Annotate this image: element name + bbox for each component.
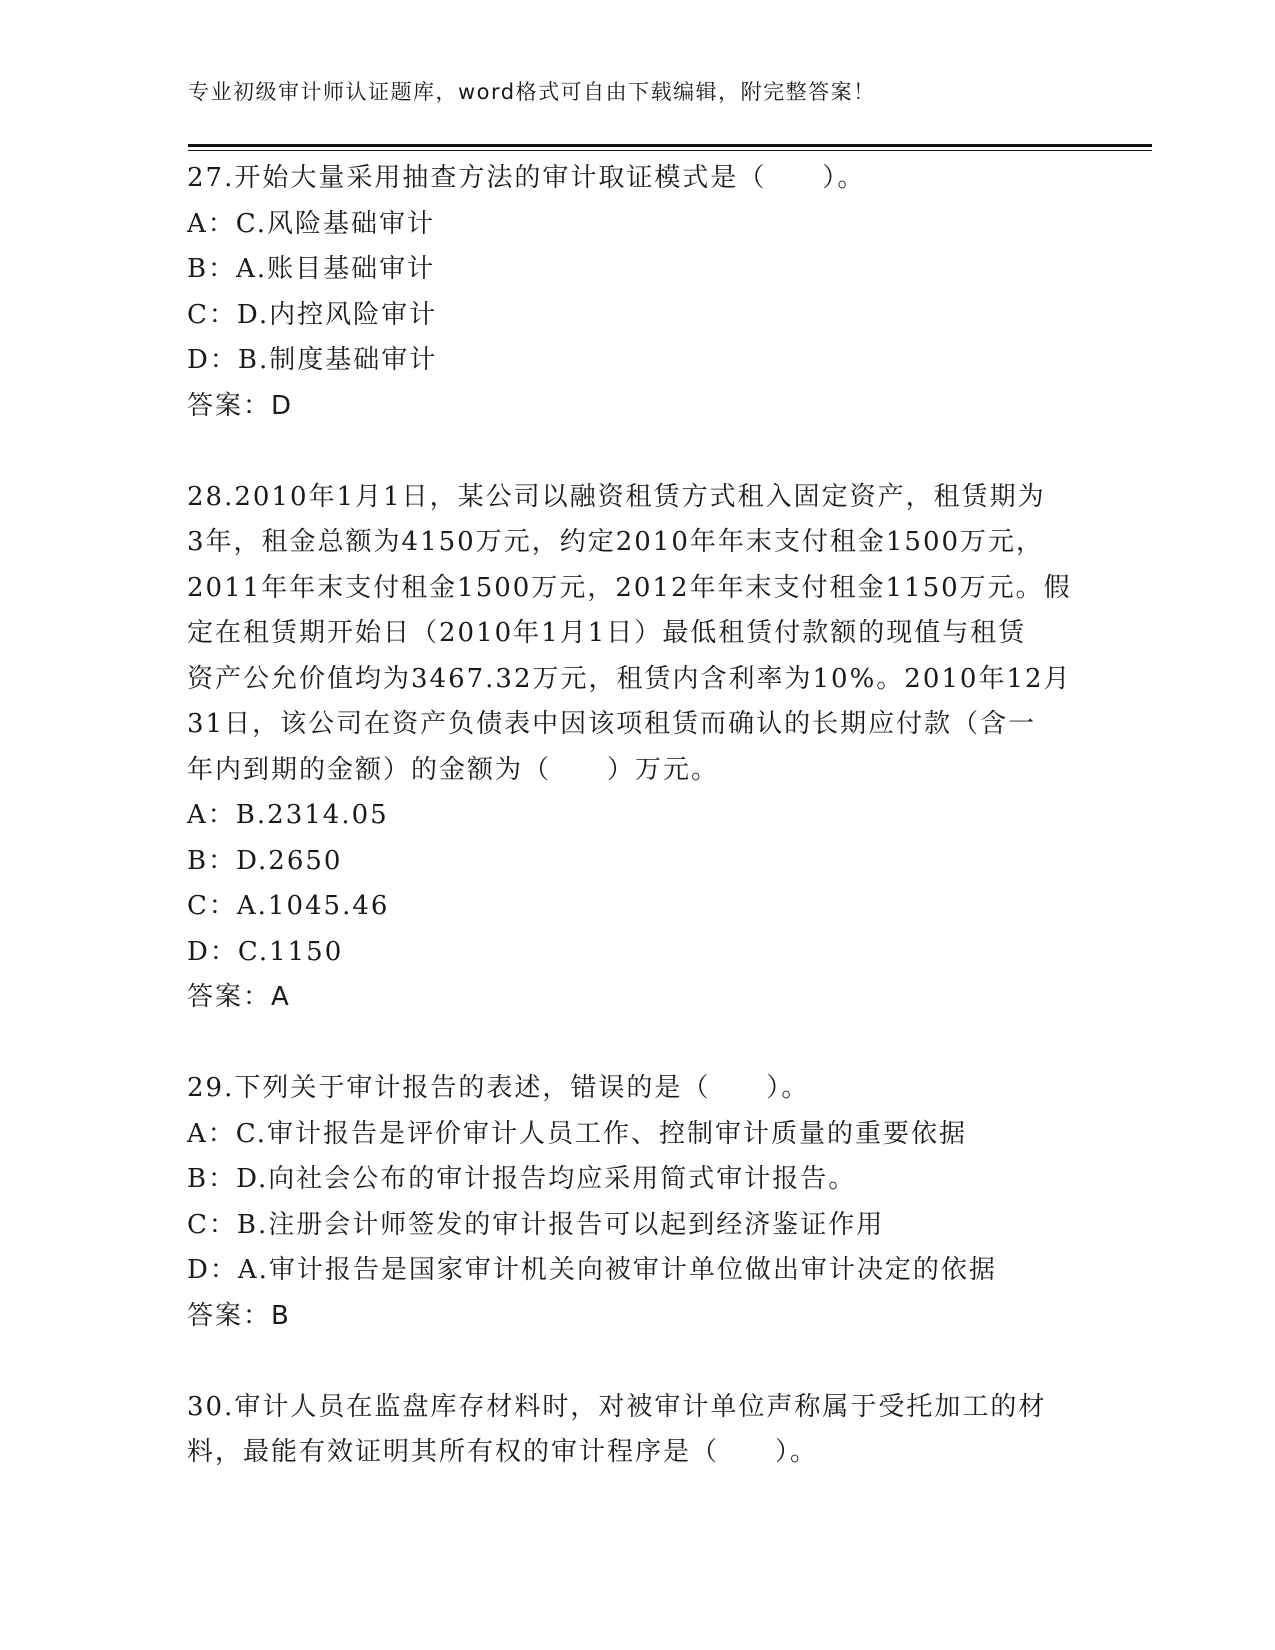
header-rule-thin [188, 150, 1152, 151]
option-c: C：D.内控风险审计 [187, 299, 438, 330]
option-b: B：D.向社会公布的审计报告均应采用简式审计报告。 [187, 1164, 857, 1194]
option-a: A：C.审计报告是评价审计人员工作、控制审计质量的重要依据 [187, 1118, 968, 1149]
question-stem-line: 年内到期的金额）的金额为（ ）万元。 [187, 754, 720, 785]
header-text: 专业初级审计师认证题库，word格式可自由下载编辑，附完整答案！ [188, 80, 876, 104]
option-b: B：D.2650 [187, 845, 343, 876]
option-b: B：A.账目基础审计 [187, 254, 436, 284]
question-stem-line: 3年，租金总额为4150万元，约定2010年年末支付租金1500万元， [187, 527, 1045, 557]
option-a: A：C.风险基础审计 [187, 208, 436, 239]
header-rule-thick [188, 144, 1152, 147]
question-stem-line: 料，最能有效证明其所有权的审计程序是（ ）。 [187, 1437, 819, 1467]
question-stem: 29.下列关于审计报告的表述，错误的是（ ）。 [187, 1073, 810, 1103]
option-c: C：A.1045.46 [187, 891, 390, 921]
question-stem-line: 31日，该公司在资产负债表中因该项租赁而确认的长期应付款（含一 [187, 709, 1037, 739]
answer-line: 答案：A [187, 982, 291, 1012]
option-d: D：B.制度基础审计 [187, 345, 438, 375]
answer-line: 答案：B [187, 1300, 291, 1331]
question-27 [187, 156, 1087, 429]
question-list [187, 156, 1087, 1521]
question-stem-line: 2011年年末支付租金1500万元，2012年年末支付租金1150万元。假 [187, 572, 1072, 603]
question-28 [187, 475, 1087, 1021]
question-stem-line: 28.2010年1月1日，某公司以融资租赁方式租入固定资产，租赁期为 [187, 481, 1046, 512]
question-stem-line: 资产公允价值均为3467.32万元，租赁内含利率为10%。2010年12月 [187, 663, 1072, 694]
option-c: C：B.注册会计师签发的审计报告可以起到经济鉴证作用 [187, 1209, 885, 1240]
question-stem-line: 定在租赁期开始日（2010年1月1日）最低租赁付款额的现值与租赁 [187, 618, 1027, 648]
question-stem: 27.开始大量采用抽查方法的审计取证模式是（ ）。 [187, 163, 866, 193]
question-stem-line: 30.审计人员在监盘库存材料时，对被审计单位声称属于受托加工的材 [187, 1391, 1047, 1422]
option-d: D：C.1150 [187, 936, 344, 967]
option-d: D：A.审计报告是国家审计机关向被审计单位做出审计决定的依据 [187, 1255, 997, 1285]
question-30 [187, 1385, 1087, 1476]
option-a: A：B.2314.05 [187, 800, 389, 830]
answer-line: 答案：D [187, 390, 294, 421]
question-29 [187, 1066, 1087, 1339]
